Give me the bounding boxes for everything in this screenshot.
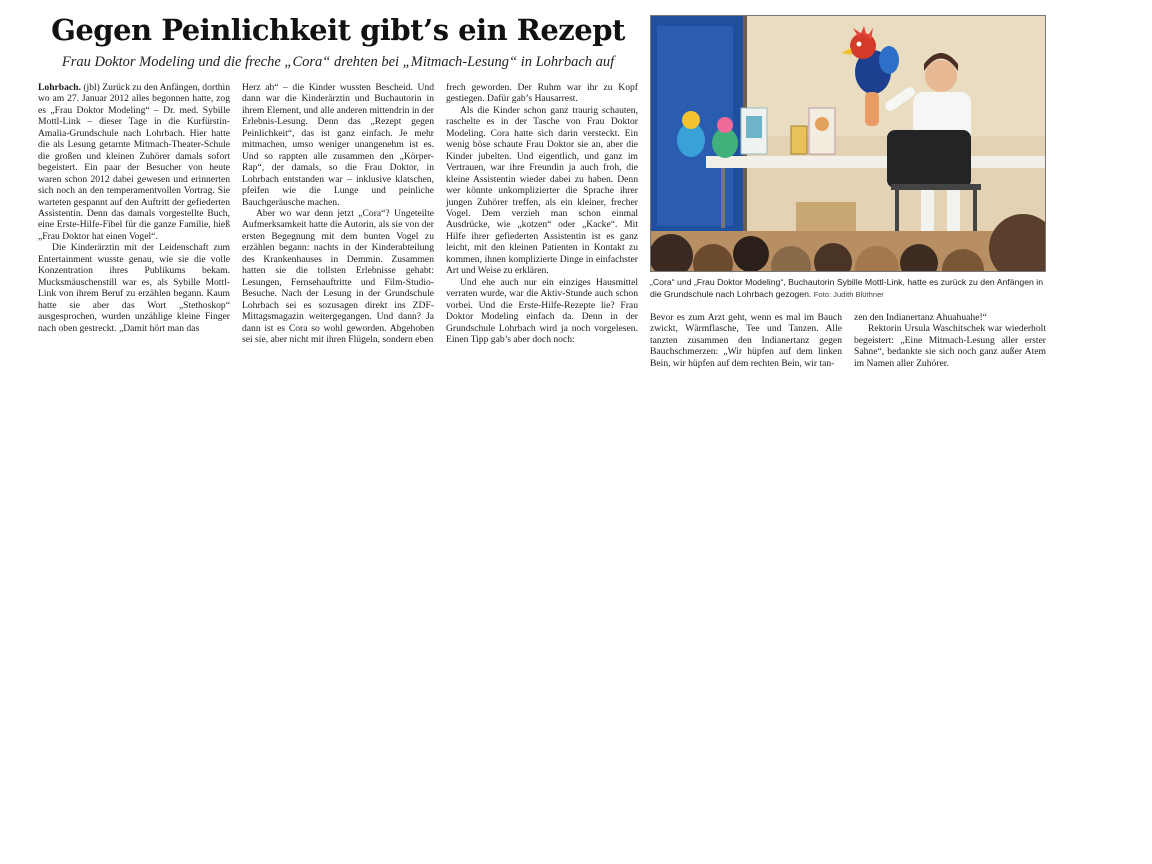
paragraph: Als die Kinder schon ganz traurig schauten, raschelte es in der Tasche von Frau Doktor Modeling. Cora hatte sich darin versteckt. Ein wenig böse schaute Frau Doktor sie an, aber die Kinder jubelten. Und eigentlich, und ganz im Vertrauen, war ihre Freundin ja auch froh, die kleine Assistentin wieder dabei zu haben. Denn wer könnte unkomplizierter die Sprache ihrer jungen Zuhörer treffen, als ein kleiner, frecher Vogel. Dem verzieh man schon einmal Ausdrücke, wie „kotzen“ oder „Kacke“. Mit Hilfe ihrer gefiederten Assistentin ist es ganz leicht, mit den kleinen Patienten in Kontakt zu kommen, ihnen komplizierte Dinge in einfachster Art und Weise zu erklären. — [446, 104, 638, 277]
chair-leg — [973, 190, 977, 236]
paragraph: Rektorin Ursula Waschitschek war wiederholt begeistert: „Eine Mitmach-Lesung aller erster Sahne“, bedankte sie sich noch ganz außer Atem im Namen aller Zuhörer. — [854, 323, 1046, 369]
plush-bird-head — [717, 117, 733, 133]
paragraph: frech geworden. Der Ruhm war ihr zu Kopf gestiegen. Dafür gab’s Hausarrest. — [446, 82, 638, 105]
article-column-4 — [650, 312, 842, 369]
bag — [887, 130, 971, 188]
book-cover-art — [746, 116, 762, 138]
chair-leg — [895, 190, 899, 236]
cora-puppet-head — [850, 33, 876, 59]
article-photo — [650, 15, 1046, 272]
table-leg — [721, 168, 725, 228]
cora-puppet-eye — [857, 42, 862, 47]
book — [791, 126, 807, 154]
headline: Gegen Peinlichkeit gibt’s ein Rezept — [51, 13, 625, 47]
paragraph — [38, 82, 230, 242]
paragraph: zen den Indianertanz Ahuahuahe!“ — [854, 312, 987, 323]
lead-text: (jbl) Zurück zu den Anfängen, dorthin wo am 27. Januar 2012 alles begonnen hatte, zog es „Frau Doktor Modeling“ – Dr. med. Sybille Mottl-Link – dieser Tage in die Kurfürstin-Amalia-Grundschule nach Lohrbach. Hier hatte die als Lesung getarnte Mitmach-Theater-Schule die großen und kleinen Zuhörer damals sofort begeistert. Ein paar der Besucher von heute waren schon 2012 dabei gewesen und erinnerten sich noch an den temperamentvollen Vortrag. Sie warteten gespannt auf den Auftritt der gefiederten Assistentin. Denn das damals vorgestellte Buch, eine Erste-Hilfe-Fibel für die ganze Familie, hieß „Frau Doktor hat einen Vogel“. — [38, 82, 230, 242]
article-column-5 — [854, 312, 1046, 369]
plush-bird-head — [682, 111, 700, 129]
caption-text: „Cora“ und „Frau Doktor Modeling“, Buchautorin Sybille Mottl-Link, hatte es zurück zu den Anfängen in die Grundschule nach Lohrbach gezogen. — [650, 277, 1044, 299]
paragraph: Und ehe auch nur ein einziges Hausmittel verraten wurde, war die Aktiv-Stunde auch schon vorbei. Und die Erste-Hilfe-Rezepte lie? Frau Doktor Modeling einfach da. Denn in der Grundschule Lohrbach wird ja noch vorgelesen. Einen Tipp gab’s aber doch noch: — [446, 276, 638, 345]
book-cover-art — [815, 117, 829, 131]
dateline: Lohrbach. — [38, 82, 81, 93]
presenter-head — [925, 60, 957, 92]
article-column-3 — [446, 82, 638, 345]
child-head — [733, 236, 769, 272]
article-column-2 — [242, 82, 434, 345]
cardboard-box — [796, 202, 856, 236]
table-top — [706, 156, 1046, 168]
cora-puppet-wing — [879, 46, 899, 74]
photo-credit: Foto: Judith Blüthner — [813, 290, 884, 299]
paragraph: Bevor es zum Arzt geht, wenn es mal im Bauch zwickt, Wärmflasche, Tee und Tanzen. Alle tanzten zusammen den Indianertanz gegen Bauchschmerzen: „Wir hüpfen auf dem linken Bein, wir hüpfen auf dem rechten Bein, wir tan- — [650, 312, 842, 369]
chair-seat — [891, 184, 981, 190]
paragraph: Die Kinderärztin mit der Leidenschaft zum Entertainment wusste genau, wie sie die volle Konzentration ihres Publikums bekam. Mucksmäuschenstill war es, als Sybille Mottl-Link von ihrem Beruf zu erzählen begann. Kaum hatte sie aber das Wort „Stethoskop“ ausgesprochen, wurden unzählige kleine Finger nach oben gestreckt. „Damit hört man das — [38, 242, 230, 334]
paragraph: Aber wo war denn jetzt „Cora“? Ungeteilte Aufmerksamkeit hatte die Autorin, als sie von der ersten Begegnung mit dem bunten Vogel zu erzählen begann: nachts in der Kinderabteilung des Krankenhauses in Demmin. Zusammen hatten sie die tollsten Erlebnisse gehabt: Lesungen, Fernsehauftritte und Film-Studio-Besuche. Nach der Lesung in der Grundschule Lohrbach sei es sozusagen direkt ins ZDF-Mittagsmagazin weitergegangen. Und dann? Ja dann ist es Cora so wohl geworden. Abgehoben sei sie, aber nicht mit ihren Flügeln, sondern eben — [242, 207, 434, 345]
photo-caption — [650, 276, 1048, 301]
subline: Frau Doktor Modeling und die freche „Cora“ drehten bei „Mitmach-Lesung“ in Lohrbach auf — [61, 54, 615, 70]
article-column-1 — [38, 82, 230, 334]
presenter-hand — [865, 92, 879, 126]
photo-illustration — [651, 16, 1046, 272]
paragraph: Herz ab“ – die Kinder wussten Bescheid. Und dann war die Kinderärztin und Buchautorin in ihrem Element, und alle anderen mittendrin in der Erlebnis-Lesung. Denn das „Rezept gegen Peinlichkeit“, das ist ganz einfach. Je mehr mitmachen, umso weniger unangenehm ist es. Und so rappten alle zusammen den „Körper-Rap“, der damals, so die Frau Doktor, in Lohrbach entstanden war – inklusive klatschen, pfeifen wie die Lunge und peinliche Bauchgeräusche machen. — [242, 82, 434, 208]
